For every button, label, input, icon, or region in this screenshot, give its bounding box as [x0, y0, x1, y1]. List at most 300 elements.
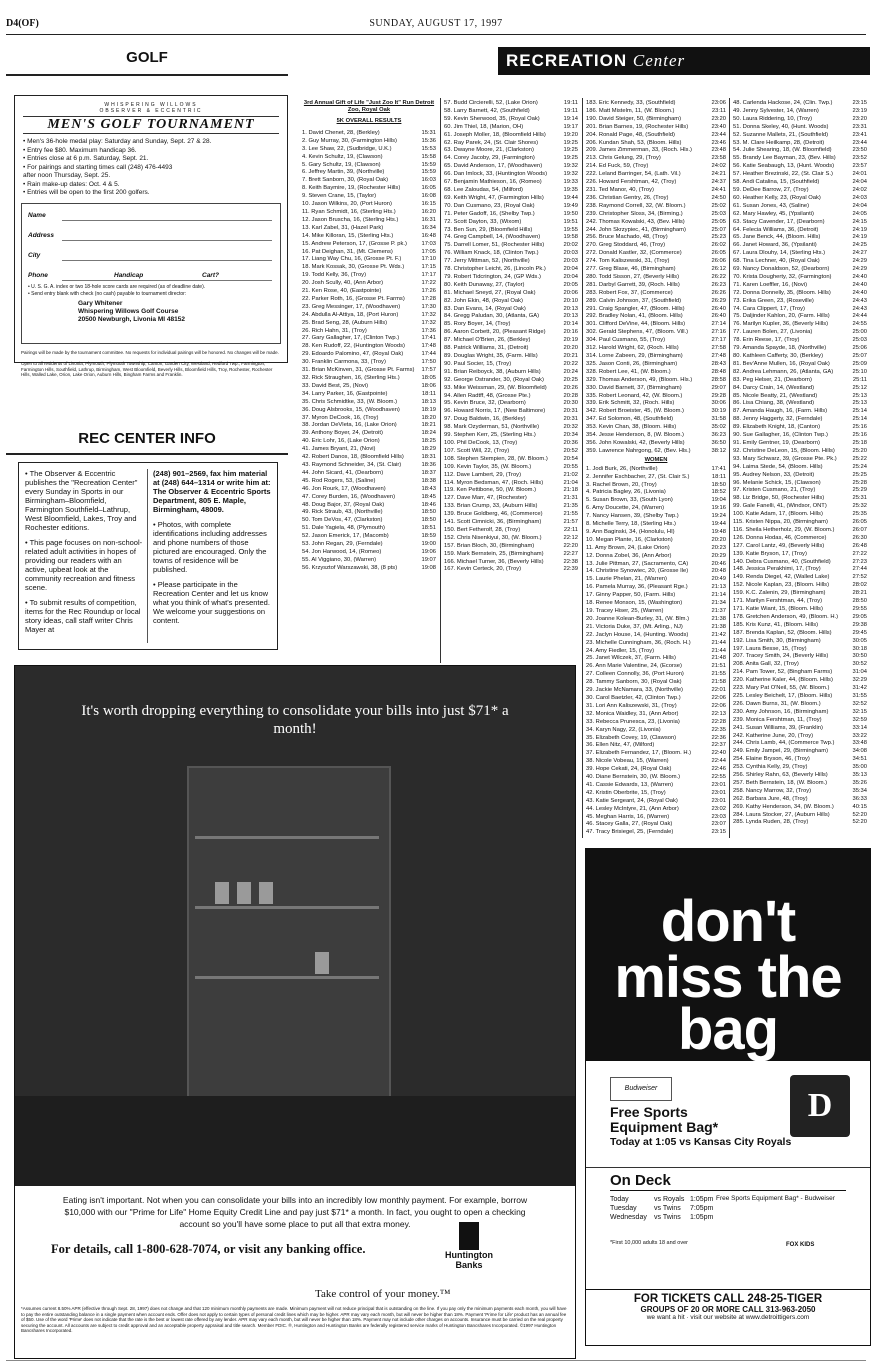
result-row: [586, 505, 726, 513]
result-runner: 13. Julie Pittman, 27, (Sacramento, CA): [586, 560, 689, 567]
result-time: 27:44: [852, 566, 867, 573]
result-row: [586, 393, 726, 401]
result-time: 25:03: [852, 337, 867, 344]
tournament-details: [23, 138, 287, 198]
result-runner: 29. Jackie McNamara, 33, (Northville): [586, 687, 683, 694]
result-runner: 214. Ed Fuck, 59, (Troy): [586, 163, 649, 170]
result-row: [733, 424, 867, 432]
result-row: [302, 209, 436, 217]
result-runner: 86. Aaron Corbett, 20, (Pleasant Ridge): [444, 329, 546, 336]
sponsor-logo: Budweiser: [610, 1077, 672, 1101]
result-row: [733, 132, 867, 140]
fridge-item: [315, 952, 329, 974]
result-runner: 270. Greg Stoddard, 46, (Troy): [586, 242, 666, 249]
result-row: [444, 527, 578, 535]
result-row: [733, 432, 867, 440]
result-time: 16:48: [421, 232, 436, 239]
result-time: 28:02: [852, 582, 867, 589]
result-row: [302, 217, 436, 225]
result-row: [444, 282, 578, 290]
result-time: 15:36: [421, 137, 436, 144]
result-row: [302, 446, 436, 454]
result-runner: 140. Debra Cusmano, 40, (Southfield): [733, 558, 831, 565]
result-runner: 30. Franklin Carmona, 33, (Troy): [302, 359, 386, 366]
result-time: 17:22: [421, 280, 436, 287]
info-paragraph: • Photos, with complete identifications including addresses and phone numbers of those pictured are encouraged. Only the towns of residence will be published.: [153, 520, 267, 574]
result-runner: 26. Rich Hahn, 31, (Troy): [302, 327, 367, 334]
on-deck-schedule: [586, 1167, 870, 1288]
result-runner: 15. Andrew Peterson, 17, (Grosse P. pk.): [302, 240, 407, 247]
director-name: Gary Whitener: [78, 299, 123, 307]
result-runner: 285. Lynda Ruden, 28, (Troy): [733, 819, 809, 826]
result-time: 23:06: [711, 100, 726, 106]
result-row: [586, 187, 726, 195]
result-runner: 55. Al Viggiano, 30, (Warren): [302, 556, 377, 563]
result-time: 25:13: [852, 400, 867, 407]
form-note-1: • U. S. G. A. index or two 18-hole score cards are required (as of deadline date).: [28, 283, 206, 290]
footer-rule: [6, 1360, 866, 1361]
result-runner: 152. Nicole Kaplan, 23, (Bloom. Hills): [733, 582, 830, 589]
result-row: [444, 566, 578, 574]
result-runner: 226. Howard Fershtman, 42, (Troy): [586, 179, 677, 186]
result-runner: 45. Rod Rogers, 53, (Saline): [302, 477, 376, 484]
result-time: 36:33: [852, 795, 867, 802]
result-row: [302, 407, 436, 415]
result-row: [444, 266, 578, 274]
result-runner: 42. Kristin Oberbrite, 15, (Troy): [586, 789, 666, 796]
result-row: [444, 329, 578, 337]
result-row: [586, 655, 726, 663]
result-time: 18:05: [421, 375, 436, 381]
result-time: 19:35: [563, 186, 578, 193]
result-runner: 47. Tracy Brisiegel, 25, (Ferndale): [586, 829, 674, 836]
result-runner: 1. Jodi Burk, 26, (Northville): [586, 465, 658, 472]
detail-item: after noon Thursday, Sept. 25.: [23, 172, 111, 179]
result-row: [733, 116, 867, 124]
result-time: 25:05: [711, 218, 726, 225]
result-runner: 24. Abdulla Al-Attiya, 18, (Port Huron): [302, 311, 399, 318]
result-row: [444, 195, 578, 203]
result-runner: 17. Ginny Papper, 50, (Farm. Hills): [586, 592, 676, 599]
result-runner: 34. Karyn Nagy, 22, (Livonia): [586, 726, 661, 733]
result-time: 19:44: [711, 521, 726, 528]
result-runner: 242. Thomas Kowalski, 43, (Bev. Hills): [586, 218, 685, 225]
result-runner: 44. Lesley McIntyre, 21, (Ann Arbor): [586, 805, 679, 812]
result-row: [302, 130, 436, 138]
ticket-rule: [586, 1289, 870, 1290]
huntington-logo: [439, 1222, 499, 1270]
result-runner: 67. Laura Dlouhy, 14, (Sterling Hts.): [733, 250, 826, 257]
result-row: [444, 108, 578, 116]
result-row: [302, 525, 436, 533]
result-time: 19:11: [563, 107, 578, 114]
result-runner: 76. William Knack, 18, (Clinton Twp.): [444, 250, 539, 257]
result-row: [586, 282, 726, 290]
result-row: [586, 147, 726, 155]
result-runner: 69. Keith Wright, 47, (Farmington Hills): [444, 194, 544, 201]
result-time: 17:44: [421, 351, 436, 358]
result-runner: 171. Marilyn Fershtman, 44, (Troy): [733, 598, 823, 605]
phone-line[interactable]: [62, 280, 272, 281]
result-time: 20:02: [563, 242, 578, 249]
result-time: 24:02: [852, 186, 867, 193]
result-row: [733, 543, 867, 551]
result-row: [586, 163, 726, 171]
result-runner: 63. Dwayne Moore, 21, (Clarkston): [444, 147, 534, 154]
result-time: 16:15: [421, 201, 436, 208]
result-row: [444, 432, 578, 440]
result-row: [733, 211, 867, 219]
result-time: 35:02: [711, 424, 726, 431]
result-time: 20:30: [563, 400, 578, 407]
result-runner: 314. Lorne Zabeen, 29, (Birmingham): [586, 353, 683, 359]
phone-label: Phone: [28, 271, 48, 279]
schedule-rows: [610, 1195, 730, 1222]
result-row: [733, 740, 867, 748]
result-row: [586, 321, 726, 329]
result-row: [302, 533, 436, 541]
result-runner: 97. Doug Baldwin, 16, (Berkley): [444, 416, 526, 423]
result-row: [302, 185, 436, 193]
result-runner: 274. Tom Kaliszewski, 31, (Troy): [586, 258, 670, 265]
result-time: 22:20: [563, 542, 578, 549]
result-row: [302, 146, 436, 154]
result-row: [733, 306, 867, 314]
result-row: [733, 321, 867, 329]
result-time: 23:03: [711, 813, 726, 820]
result-runner: 95. Kevin Bruce, 32, (Dearborn): [444, 400, 526, 407]
result-runner: 100. Katie Adam, 17, (Bloom. Hills): [733, 511, 823, 518]
result-time: 24:01: [852, 171, 867, 178]
result-time: 30:52: [852, 661, 867, 668]
result-row: [302, 351, 436, 359]
result-runner: 100. Phil DeCook, 13, (Troy): [444, 439, 518, 446]
result-time: 36:50: [711, 439, 726, 446]
result-row: [733, 614, 867, 622]
result-row: [733, 622, 867, 630]
result-runner: 16. Pat Deighan, 31, (Mt. Clemens): [302, 248, 393, 255]
result-row: [586, 242, 726, 250]
result-row: [586, 274, 726, 282]
result-time: 23:58: [711, 155, 726, 162]
result-runner: 141. Scott Cimnicki, 36, (Birmingham): [444, 519, 542, 526]
result-runner: 18. Renee Monson, 15, (Washington): [586, 600, 683, 607]
result-row: [586, 203, 726, 211]
result-time: 24:41: [711, 186, 726, 193]
result-time: 20:06: [563, 289, 578, 296]
result-runner: 20. Joanne Kolean-Burley, 31, (W. Blm.): [586, 615, 689, 622]
huntington-bank-ad: [14, 665, 576, 1359]
result-time: 31:04: [852, 669, 867, 676]
result-time: 24:37: [711, 179, 726, 186]
result-time: 27:23: [852, 558, 867, 565]
result-runner: 45. Meghan Harris, 16, (Warren): [586, 813, 670, 820]
result-runner: 16. Pamela Murray, 36, (Pleasant Rge.): [586, 584, 688, 591]
result-time: 25:25: [852, 471, 867, 478]
result-row: [733, 551, 867, 559]
result-time: 24:50: [711, 194, 726, 201]
result-row: [444, 440, 578, 448]
result-runner: 68. Lee Zaloudas, 54, (Milford): [444, 186, 523, 193]
result-row: [733, 764, 867, 772]
ticket-phone: FOR TICKETS CALL 248-25-TIGER: [633, 1293, 823, 1305]
result-runner: 11. Ryan Schmidt, 16, (Sterling Hts.): [302, 208, 396, 215]
result-row: [444, 559, 578, 567]
result-runner: 1. David Chenet, 28, (Berkley): [302, 129, 380, 136]
result-row: [586, 250, 726, 258]
detail-item: • Men's 36-hole medal play: Saturday and Sunday, Sept. 27 & 28.: [23, 138, 212, 145]
result-runner: 90. Paul Socier, 15, (Troy): [444, 360, 512, 367]
result-time: 19:06: [421, 548, 436, 555]
result-runner: 242. Katherine June, 20, (Troy): [733, 732, 814, 739]
result-runner: 302. Gerald Stephens, 47, (Bloom. Vill.): [586, 329, 689, 336]
result-row: [733, 574, 867, 582]
result-row: [302, 328, 436, 336]
result-time: 23:41: [852, 131, 867, 138]
result-runner: 353. Kevin Chan, 38, (Bloom. Hills): [586, 424, 677, 431]
result-time: 17:15: [421, 264, 436, 271]
result-time: 25:14: [852, 416, 867, 423]
result-runner: 236. Christian Gentry, 26, (Troy): [586, 194, 669, 201]
result-row: [733, 788, 867, 796]
result-runner: 330. David Barnett, 37, (Birmingham): [586, 384, 682, 391]
result-time: 33:14: [852, 724, 867, 731]
result-row: [733, 290, 867, 298]
result-runner: 14. Mike Killoran, 15, (Sterling Hts.): [302, 232, 394, 239]
result-row: [733, 408, 867, 416]
detail-item: • Entries close at 6 p.m. Saturday, Sept. 21.: [23, 155, 149, 162]
result-row: [733, 646, 867, 654]
result-row: [733, 812, 867, 820]
result-time: 24:40: [852, 289, 867, 296]
result-runner: 213. Chris Gelung, 29, (Troy): [586, 155, 661, 162]
result-time: 20:31: [563, 408, 578, 415]
result-row: [586, 466, 726, 474]
result-row: [586, 553, 726, 561]
result-time: 17:41: [421, 335, 436, 342]
result-runner: 52. Suzanne Mallets, 21, (Southfield): [733, 131, 829, 138]
result-runner: 214. Pam Tower, 52, (Bingham Farms): [733, 669, 833, 676]
result-time: 17:17: [421, 272, 436, 279]
result-row: [586, 774, 726, 782]
result-time: 18:13: [421, 398, 436, 405]
result-time: 24:15: [852, 218, 867, 225]
result-runner: 5. Gary Schultz, 19, (Clawson): [302, 161, 381, 168]
tournament-entry-box: [14, 95, 288, 377]
result-row: [302, 478, 436, 486]
result-row: [444, 203, 578, 211]
cart-label: Cart?: [202, 271, 219, 279]
result-runner: 92. George Ostrander, 30, (Royal Oak): [444, 376, 544, 383]
result-row: [733, 258, 867, 266]
result-runner: 244. John Skrzypiec, 41, (Birmingham): [586, 226, 686, 233]
city-line[interactable]: [62, 260, 272, 261]
result-runner: 43. Katie Sergeant, 24, (Royal Oak): [586, 797, 678, 804]
info-paragraph: • To submit results of competition, items for the Rec Roundup or local story ideas, call staff writer Chris Mayer at: [25, 598, 141, 634]
result-runner: 284. Laura Stocker, 27, (Auburn Hills): [733, 811, 830, 818]
column-rule: [582, 98, 583, 838]
result-row: [733, 535, 867, 543]
result-runner: 74. Cara Clippert, 17, (Troy): [733, 305, 805, 312]
result-runner: 119. Ken Pettibone, 50, (W. Bloom.): [444, 487, 537, 494]
address-line[interactable]: [62, 240, 272, 241]
result-row: [586, 353, 726, 361]
result-row: [733, 227, 867, 235]
result-time: 36:23: [711, 432, 726, 439]
schedule-cell: Today: [610, 1196, 629, 1203]
banner-word1: RECREATION: [506, 51, 628, 70]
result-time: 25:16: [852, 432, 867, 439]
result-time: 25:23: [711, 234, 726, 241]
result-row: [586, 608, 726, 616]
detail-item: • For pairings and starting times call (248) 476-4493: [23, 163, 173, 171]
result-runner: 254. Elaine Bryson, 46, (Troy): [733, 756, 810, 763]
result-time: 21:34: [711, 600, 726, 607]
result-time: 22:01: [711, 687, 726, 694]
promo-line-1: Free Sports: [610, 1104, 688, 1120]
result-time: 23:07: [711, 821, 726, 828]
golf-rule: [6, 74, 288, 76]
result-time: 21:02: [563, 471, 578, 478]
game-time: Today at 1:05 vs Kansas City Royals: [610, 1136, 792, 1148]
result-row: [733, 796, 867, 804]
result-time: 17:48: [421, 343, 436, 350]
result-time: 20:49: [711, 576, 726, 583]
result-time: 20:34: [563, 432, 578, 439]
result-time: 19:51: [563, 218, 578, 225]
result-time: 19:16: [711, 505, 726, 512]
result-time: 20:25: [563, 376, 578, 383]
result-row: [733, 693, 867, 701]
result-runner: 68. Tina Lechner, 40, (Royal Oak): [733, 258, 820, 265]
detail-item: • Rain make-up dates: Oct. 4 & 5.: [23, 180, 120, 188]
result-runner: 70. Krista Dougherty, 32, (Farmington): [733, 273, 832, 280]
result-runner: 77. Jerry Mittman, 52, (Northville): [444, 258, 530, 265]
result-time: 24:02: [711, 163, 726, 170]
result-row: [733, 487, 867, 495]
result-runner: 289. Calvin Johnson, 37, (Southfield): [586, 297, 682, 304]
result-time: 34:08: [852, 748, 867, 755]
result-row: [444, 147, 578, 155]
result-time: 21:51: [711, 663, 726, 670]
result-row: [444, 487, 578, 495]
result-time: 27:17: [711, 337, 726, 344]
result-runner: 61. Susan Jones, 43, (Saline): [733, 202, 810, 209]
result-row: [586, 742, 726, 750]
result-runner: 14. Christine Synowiec, 20, (Grosse Ile): [586, 568, 689, 575]
result-row: [444, 250, 578, 258]
result-time: 16:05: [421, 185, 436, 192]
result-runner: 25. Brad Seng, 28, (Auburn Hills): [302, 319, 388, 326]
result-runner: 114. Myron Bedsman, 47, (Roch. Hills): [444, 479, 544, 486]
result-runner: 83. Dan Evans, 14, (Royal Oak): [444, 305, 526, 312]
result-row: [302, 454, 436, 462]
result-row: [586, 829, 726, 837]
result-runner: 86. Lisa Chiang, 38, (Westland): [733, 400, 815, 407]
result-time: 28:21: [852, 590, 867, 597]
result-runner: 54. Julie Shearing, 18, (W. Bloomfield): [733, 147, 832, 154]
fridge-item: [259, 882, 273, 904]
result-runner: 197. Laura Besse, 15, (Troy): [733, 645, 807, 652]
result-time: 18:46: [421, 501, 436, 508]
result-time: 15:53: [421, 145, 436, 152]
result-time: 52:20: [852, 819, 867, 826]
results-list: [586, 466, 726, 838]
result-time: 21:44: [711, 647, 726, 654]
result-runner: 47. Corey Burden, 16, (Woodhaven): [302, 493, 396, 500]
result-runner: 36. Ellen Nitz, 47, (Milford): [586, 742, 655, 749]
result-row: [733, 416, 867, 424]
result-runner: 185. Kris Kunz, 41, (Bloom. Hills): [733, 621, 819, 628]
result-time: 18:11: [421, 390, 436, 397]
result-row: [586, 432, 726, 440]
result-row: [586, 648, 726, 656]
result-time: 18:06: [421, 382, 436, 389]
result-runner: 66. Dan Imlock, 33, (Huntington Woods): [444, 171, 547, 178]
golf-heading: GOLF: [126, 49, 168, 66]
result-runner: 19. Tracey Hiser, 25, (Warren): [586, 608, 664, 614]
result-time: 16:03: [421, 177, 436, 184]
result-runner: 81. Michael Sneyd, 27, (Royal Oak): [444, 289, 536, 296]
result-runner: 34. Larry Parker, 16, (Eastpointe): [302, 390, 388, 397]
result-row: [733, 187, 867, 195]
schedule-cell: Tuesday: [610, 1205, 637, 1212]
result-time: 18:19: [421, 406, 436, 413]
result-time: 16:31: [421, 216, 436, 223]
result-runner: 35. Elizabeth Covey, 19, (Clawson): [586, 734, 677, 741]
result-row: [586, 361, 726, 369]
name-line[interactable]: [62, 220, 272, 221]
result-runner: 149. Renda Diegel, 42, (Walled Lake): [733, 574, 830, 581]
result-runner: 356. John Kowalski, 42, (Beverly Hills): [586, 439, 685, 446]
schedule-cell: 1:05pm: [690, 1196, 714, 1203]
result-time: 19:32: [563, 171, 578, 178]
result-runner: 325. Jason Conti, 26, (Birmingham): [586, 360, 678, 367]
result-time: 23:11: [711, 107, 726, 114]
result-time: 30:50: [852, 653, 867, 660]
result-runner: 73. Erika Green, 23, (Roseville): [733, 297, 814, 304]
result-runner: 3. Rachel Brown, 20, (Troy): [586, 481, 657, 488]
result-runner: 10. Jason Wilkins, 20, (Port Huron): [302, 201, 392, 208]
result-runner: 22. Parker Roth, 16, (Grosse Pt. Farms): [302, 295, 405, 302]
result-runner: 304. Paul Cusmano, 55, (Troy): [586, 337, 666, 344]
result-time: 19:07: [421, 556, 436, 563]
result-time: 26:05: [852, 519, 867, 526]
result-runner: 87. Amanda Haugh, 16, (Farm. Hills): [733, 408, 828, 415]
result-time: 25:11: [852, 376, 867, 383]
result-time: 16:34: [421, 224, 436, 231]
result-row: [586, 108, 726, 116]
result-row: [302, 249, 436, 257]
result-row: [586, 671, 726, 679]
result-runner: 38. Jordan DeVleta, 16, (Lake Orion): [302, 422, 397, 429]
result-time: 24:05: [852, 210, 867, 217]
result-row: [586, 266, 726, 274]
result-runner: 115. Kristen Nippa, 20, (Birmingham): [733, 519, 828, 526]
schedule-row: [610, 1204, 730, 1213]
result-time: 24:29: [852, 258, 867, 265]
result-runner: 74. Greg Campbell, 14, (Woodhaven): [444, 234, 541, 241]
result-time: 20:05: [563, 281, 578, 288]
result-row: [302, 399, 436, 407]
result-runner: 53. John Regan, 29, (Ferndale): [302, 541, 383, 548]
result-row: [733, 590, 867, 598]
result-row: [586, 440, 726, 448]
result-row: [586, 219, 726, 227]
pairing-note: Pairings will be made by the tournament committee. No requests for individual pairings will be honored. No changes will be made.: [21, 349, 279, 355]
result-row: [733, 179, 867, 187]
result-runner: 81. Bev'Anne Mullen, 16, (Royal Oak): [733, 360, 830, 367]
